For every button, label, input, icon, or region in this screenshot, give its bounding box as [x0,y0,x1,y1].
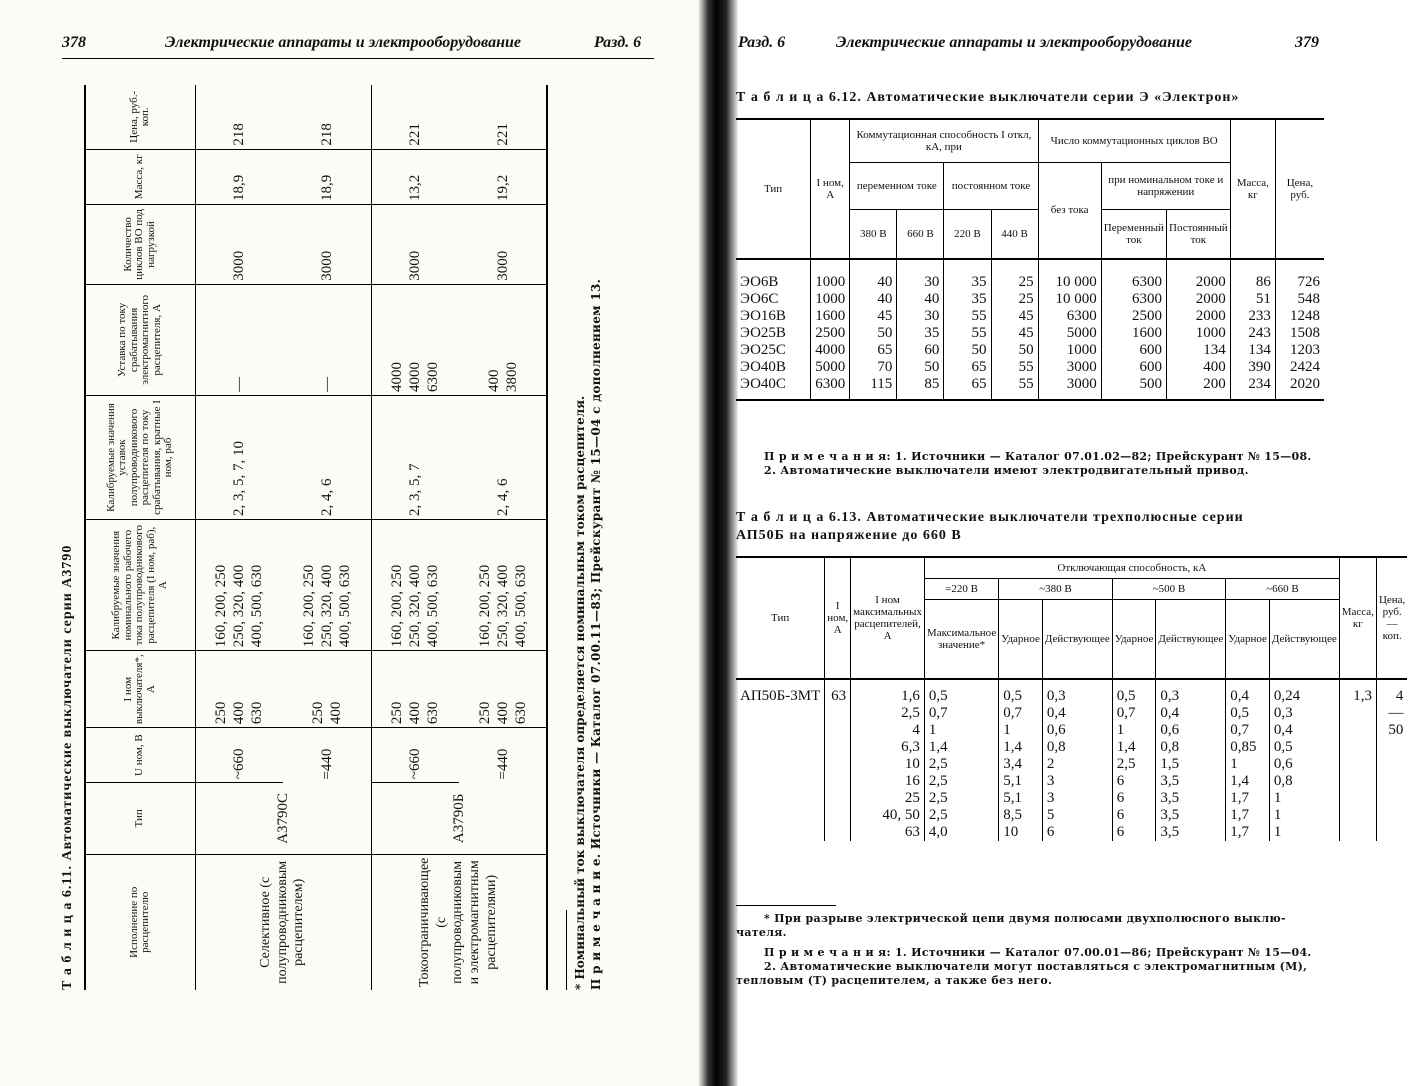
cell-mult: 2, 3, 5, 7 [371,395,459,519]
t613-h-eff-380: Действующее [1042,600,1112,680]
t612-h-nom-dc: Постоянный ток [1166,210,1230,260]
t613-h-inom: I ном, А [825,557,851,679]
t612-cell: 500 [1101,376,1166,400]
t613-h-a500: ~500 В [1112,579,1226,600]
cell-cycles: 3000 [195,205,283,285]
cell-price: 221 [371,85,459,149]
t612-h-price: Цена, руб. [1275,119,1324,259]
t612-cell: 233 [1230,308,1275,325]
t613-e500: 0,3 0,4 0,6 0,8 1,5 3,5 3,5 3,5 3,5 [1156,679,1226,841]
t612-cell: 6300 [1101,291,1166,308]
t612-h-type: Тип [736,119,811,259]
t612-cell: 134 [1230,342,1275,359]
t612-h-ac: переменном токе [850,163,944,210]
col-type: Тип [85,783,195,855]
t612-cell: 40 [850,259,897,291]
t612-cell: 55 [944,308,991,325]
t612-cell: 1000 [1166,325,1230,342]
t612-cell: 50 [991,342,1038,359]
t612-cell: 2000 [1166,259,1230,291]
t613-h-a660: ~660 В [1226,579,1340,600]
footnote-left: * Номинальный ток выключателя определяется номинальным током расцепителя. [573,395,587,990]
footnote-rule-right [736,905,836,906]
t612-cell: 55 [991,359,1038,376]
t612-cell: 25 [991,291,1038,308]
cell-cal: 160, 200, 250 250, 320, 400 400, 500, 630 [371,520,459,651]
t613-h-a380: ~380 В [999,579,1113,600]
col-cal: Калибруемые значения номинального рабочего тока полупроводникового расцепителя (I ном, раб), А [85,520,195,651]
t612-cell: ЭО25С [740,342,786,358]
cell-cycles: 3000 [283,205,371,285]
t613-type: АП50Б-3МТ [740,688,821,704]
table-6-13-title-line1: Т а б л и ц а 6.13. Автоматические выключатели трехполюсные серии [736,510,1244,525]
t612-cell: ЭО40С [736,376,811,400]
cell-mass: 19,2 [459,149,547,204]
t613-h-maxval: Максимальное значение* [924,600,998,680]
t613-note1: П р и м е ч а н и я: 1. Источники — Каталог 07.00.01—86; Прейскурант № 15—04. [764,946,1312,959]
col-cycles: Количество циклов ВО под нагрузкой [85,205,195,285]
cell-u: =440 [494,748,511,780]
t613-h-shock-500: Ударное [1112,600,1156,680]
t612-cell: 6300 [811,376,850,400]
table-6-12-body [736,259,1324,400]
t612-cell: ЭО40В [740,359,786,375]
t612-cell: 70 [850,359,897,376]
col-mass: Масса, кг [85,149,195,204]
footnote-rule-left [566,910,567,990]
cell-exec: Токоограничивающее (с полупроводниковым и электромагнитным расцепителями) [371,854,547,990]
page-number-right: 379 [1295,34,1319,51]
col-exec: Исполнение по расцепителю [85,854,195,990]
t613-price: 4—50 [1376,679,1407,841]
table-row [195,85,283,990]
t612-cell: 25 [991,259,1038,291]
t613-inom: 63 [825,679,851,841]
t612-cell: ЭО25В [740,325,786,341]
cell-mass: 18,9 [283,149,371,204]
cell-em: 4000 4000 6300 [371,284,459,395]
t612-cell: 548 [1275,291,1324,308]
cell-u: =440 [318,748,335,780]
t613-note2: 2. Автоматические выключатели могут поставляться с электромагнитным (М), [764,960,1308,973]
table-row [736,308,1324,325]
table-6-11-rotated [60,80,660,990]
table-6-12-title: Т а б л и ц а 6.12. Автоматические выключатели серии Э «Электрон» [736,90,1240,105]
cell-u: ~660 [195,728,283,783]
table-row [736,259,1324,291]
table-6-13 [736,556,1407,841]
cell-i: 250 400 [283,651,371,728]
cell-cal: 160, 200, 250 250, 320, 400 400, 500, 630 [459,520,547,651]
t612-cell: 30 [897,308,944,325]
t613-h-mass: Масса, кг [1339,557,1376,679]
t612-cell: 85 [897,376,944,400]
t612-cell: ЭО6В [740,274,779,290]
t613-h-shock-660: Ударное [1226,600,1270,680]
t612-cell: 65 [944,359,991,376]
t612-cell: 10 000 [1038,291,1101,308]
t612-cell: 35 [944,259,991,291]
cell-em: — [283,284,371,395]
cell-price: 218 [283,85,371,149]
cell-price: 221 [459,85,547,149]
cell-exec: Селективное (с полупроводниковым расцепителем) [257,860,307,984]
t612-cell: 1600 [811,308,850,325]
t613-e380: 0,3 0,4 0,6 0,8 2 3 3 5 6 [1042,679,1112,841]
section-right: Разд. 6 [738,34,786,51]
t612-cell: 55 [991,376,1038,400]
t612-cell: 50 [944,342,991,359]
header-rule-left [62,58,654,59]
t612-cell: 1000 [1038,342,1101,359]
t612-cell: 1203 [1275,342,1324,359]
cell-i: 250 400 630 [195,651,283,728]
t612-h-cycles: Число коммутационных циклов ВО [1038,119,1230,163]
t613-h-price: Цена, руб.—коп. [1376,557,1407,679]
t612-cell: 6300 [1038,308,1101,325]
t613-note3: тепловым (Т) расцепителем, а также без него. [736,974,1053,987]
t612-h-660: 660 В [897,210,944,260]
cell-i: 250 400 630 [459,651,547,728]
t612-cell: 600 [1101,359,1166,376]
t612-cell: 40 [897,291,944,308]
t612-note2: 2. Автоматические выключатели имеют электродвигательный привод. [764,464,1249,477]
t612-cell: 45 [991,325,1038,342]
t612-note1: П р и м е ч а н и я: 1. Источники — Каталог 07.01.02—82; Прейскурант № 15—08. [764,450,1312,463]
t613-mass: 1,3 [1339,679,1376,841]
col-inom: I ном выключателя*, А [85,651,195,728]
t612-cell: 65 [850,342,897,359]
table-row [736,342,1324,359]
col-em: Уставка по току срабатывания электромагнитного расцепителя, А [85,284,195,395]
right-page [712,0,1424,1086]
t612-h-nocur: без тока [1038,163,1101,260]
t613-h-type: Тип [736,557,825,679]
t612-cell: 86 [1230,259,1275,291]
t612-cell: 2500 [1101,308,1166,325]
table-6-11-title: Т а б л и ц а 6.11. Автоматические выключатели серии А3790 [60,544,75,990]
t612-h-nom: при номинальном токе и напряжении [1101,163,1230,210]
cell-mult: 2, 4, 6 [283,395,371,519]
t612-cell: 1508 [1275,325,1324,342]
table-6-13-title-line2: АП50Б на напряжение до 660 В [736,528,962,543]
table-row [736,291,1324,308]
t612-h-440: 440 В [991,210,1038,260]
t612-cell: 2000 [1166,291,1230,308]
cell-i: 250 400 630 [371,651,459,728]
t613-h-off: Отключающая способность, кА [924,557,1339,579]
t612-cell: 234 [1230,376,1275,400]
t612-h-220: 220 В [944,210,991,260]
t612-h-dc: постоянном токе [944,163,1038,210]
t612-cell: 200 [1166,376,1230,400]
t612-cell: 1000 [811,291,850,308]
t613-h-shock-380: Ударное [999,600,1043,680]
cell-type: А3790С [195,783,371,855]
t613-h-d220: =220 В [924,579,998,600]
col-price: Цена, руб.-коп. [85,85,195,149]
t612-cell: 5000 [811,359,850,376]
t613-s500: 0,5 0,7 1 1,4 2,5 6 6 6 6 [1112,679,1156,841]
t612-cell: 35 [897,325,944,342]
t612-cell: 10 000 [1038,259,1101,291]
t612-cell: 390 [1230,359,1275,376]
t612-cell: 45 [850,308,897,325]
cell-cal: 160, 200, 250 250, 320, 400 400, 500, 630 [195,520,283,651]
t612-cell: 3000 [1038,359,1101,376]
t612-cell: 2500 [811,325,850,342]
t612-cell: 5000 [1038,325,1101,342]
t612-h-inom: I ном, А [811,119,850,259]
t612-cell: 1600 [1101,325,1166,342]
t612-cell: 50 [850,325,897,342]
cell-price: 218 [195,85,283,149]
cell-em: — [195,284,283,395]
t612-cell: 35 [944,291,991,308]
t612-cell: 2020 [1275,376,1324,400]
table-6-11-body [195,85,547,990]
col-unom: U ном, В [85,728,195,783]
t612-cell: 2000 [1166,308,1230,325]
t612-cell: 1000 [811,259,850,291]
page-number-left: 378 [62,34,86,51]
t612-cell: 6300 [1101,259,1166,291]
t613-s380: 0,5 0,7 1 1,4 3,4 5,1 5,1 8,5 10 [999,679,1043,841]
cell-type: А3790Б [371,783,547,855]
t612-cell: 726 [1275,259,1324,291]
t612-h-mass: Масса, кг [1230,119,1275,259]
cell-em: 400 3800 [459,284,547,395]
cell-mult: 2, 3, 5, 7, 10 [195,395,283,519]
table-row [371,85,459,990]
t612-cell: 55 [944,325,991,342]
cell-mult: 2, 4, 6 [459,395,547,519]
t612-cell: 40 [850,291,897,308]
t612-cell: 243 [1230,325,1275,342]
running-title-left: Электрические аппараты и электрооборудование [165,34,521,51]
t613-imax: 1,6 2,5 4 6,3 10 16 25 40, 50 63 [851,679,925,841]
cell-mass: 13,2 [371,149,459,204]
t613-row [736,679,1407,841]
cell-mass: 18,9 [195,149,283,204]
t612-cell: 134 [1166,342,1230,359]
table-row [736,325,1324,342]
t613-e660: 0,24 0,3 0,4 0,5 0,6 0,8 1 1 1 [1269,679,1339,841]
t612-cell: ЭО16В [740,308,786,324]
t612-cell: 4000 [811,342,850,359]
t613-s660: 0,4 0,5 0,7 0,85 1 1,4 1,7 1,7 1,7 [1226,679,1270,841]
t612-cell: 50 [897,359,944,376]
cell-cycles: 3000 [371,205,459,285]
t612-cell: ЭО6С [740,291,779,307]
section-left: Разд. 6 [594,34,642,51]
cell-u: ~660 [371,728,459,783]
t612-h-nom-ac: Переменный ток [1101,210,1166,260]
t612-cell: 1248 [1275,308,1324,325]
t613-footnote2: чателя. [736,926,787,939]
t612-cell: 30 [897,259,944,291]
table-6-12 [736,118,1324,401]
t612-cell: 65 [944,376,991,400]
t612-cell: 400 [1166,359,1230,376]
running-title-right: Электрические аппараты и электрооборудование [836,34,1192,51]
t612-cell: 115 [850,376,897,400]
note-left: П р и м е ч а н и е. Источники — Каталог 07.00.11—83; Прейскурант № 15—04 с дополнением 13. [589,278,603,990]
cell-cal: 160, 200, 250 250, 320, 400 400, 500, 630 [283,520,371,651]
t612-cell: 600 [1101,342,1166,359]
t612-cell: 45 [991,308,1038,325]
t612-cell: 3000 [1038,376,1101,400]
t613-d220: 0,5 0,7 1 1,4 2,5 2,5 2,5 2,5 4,0 [924,679,998,841]
t612-cell: 60 [897,342,944,359]
t613-h-imax: I ном максимальных расцепителей, А [851,557,925,679]
col-mult: Калибруемые значения уставок полупроводникового расцепителя по току срабатывания, кратные I ном, раб [85,395,195,519]
t612-cell: 2424 [1275,359,1324,376]
t612-h-comm: Коммутационная способность I откл, кА, при [850,119,1038,163]
t613-h-eff-660: Действующее [1269,600,1339,680]
table-row [736,359,1324,376]
table-6-11 [84,85,548,990]
t613-h-eff-500: Действующее [1156,600,1226,680]
table-row [736,376,1324,400]
t612-cell: 51 [1230,291,1275,308]
cell-cycles: 3000 [459,205,547,285]
t612-h-380: 380 В [850,210,897,260]
t613-footnote1: * При разрыве электрической цепи двумя полюсами двухполюсного выклю- [764,912,1286,925]
